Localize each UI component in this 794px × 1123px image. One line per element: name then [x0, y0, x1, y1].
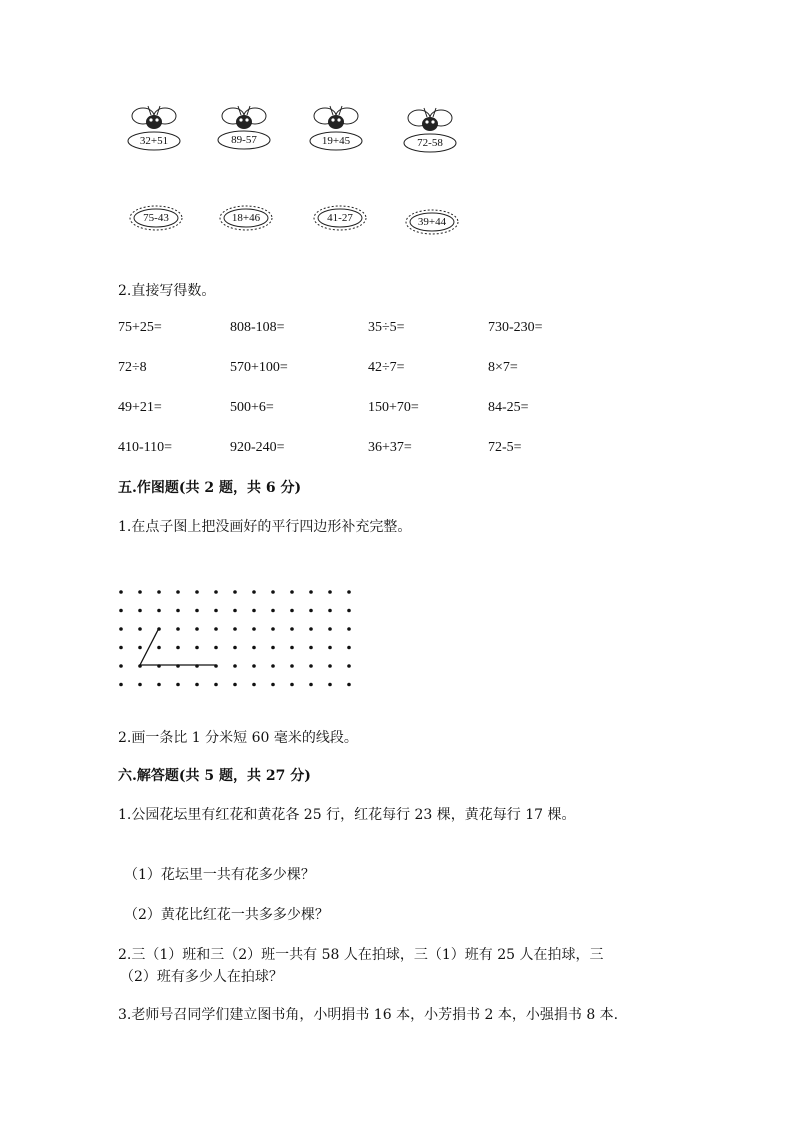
oval-expression: 75-43: [143, 212, 169, 224]
grid-dot: [309, 590, 313, 594]
grid-dot: [347, 609, 351, 613]
calc-item: 49+21=: [118, 400, 162, 415]
grid-dot: [195, 609, 199, 613]
grid-dot: [271, 590, 275, 594]
grid-dot: [157, 646, 161, 650]
grid-dot: [119, 683, 123, 687]
oval-expression: 39+44: [417, 216, 447, 228]
grid-dot: [119, 627, 123, 631]
grid-dot: [347, 646, 351, 650]
bee-expression: 89-57: [231, 134, 257, 146]
grid-dot: [157, 683, 161, 687]
calc-item: 570+100=: [230, 360, 288, 375]
calc-item: 75+25=: [118, 320, 162, 335]
grid-dot: [347, 683, 351, 687]
grid-dot: [252, 609, 256, 613]
dot-grid: [110, 584, 360, 694]
grid-dot: [271, 627, 275, 631]
grid-dot: [290, 646, 294, 650]
grid-dot: [195, 627, 199, 631]
grid-dot: [233, 646, 237, 650]
grid-dot: [309, 609, 313, 613]
calc-item: 150+70=: [368, 400, 419, 415]
grid-dot: [157, 590, 161, 594]
grid-dot: [176, 627, 180, 631]
grid-dot: [290, 609, 294, 613]
bee-card: [214, 100, 274, 152]
grid-dot: [214, 590, 218, 594]
bee-expression: 72-58: [417, 137, 443, 149]
grid-dot: [290, 627, 294, 631]
grid-dot: [252, 664, 256, 668]
section-heading: 六.解答题(共 5 题，共 27 分): [118, 768, 311, 784]
grid-dot: [252, 590, 256, 594]
grid-dot: [138, 646, 142, 650]
grid-dot: [252, 627, 256, 631]
calc-item: 42÷7=: [368, 360, 405, 375]
grid-dot: [138, 609, 142, 613]
grid-dot: [271, 646, 275, 650]
grid-dot: [328, 683, 332, 687]
bee-card: [306, 100, 366, 152]
bee-card: [124, 100, 184, 152]
grid-dot: [347, 664, 351, 668]
grid-dot: [195, 683, 199, 687]
grid-dot: [347, 627, 351, 631]
grid-dot: [119, 664, 123, 668]
oval-expression: 41-27: [327, 212, 353, 224]
oval-expression: 18+46: [231, 212, 261, 224]
grid-dot: [233, 664, 237, 668]
grid-dot: [138, 590, 142, 594]
grid-dot: [309, 683, 313, 687]
bee-expression: 19+45: [321, 135, 351, 147]
question-title: 2.直接写得数。: [118, 283, 216, 299]
sub-question: （1）花坛里一共有花多少棵？: [124, 867, 315, 883]
grid-dot: [347, 590, 351, 594]
parallelogram-side: [140, 628, 159, 665]
grid-dot: [214, 683, 218, 687]
question-text: 2.画一条比 1 分米短 60 毫米的线段。: [118, 730, 358, 746]
grid-dot: [328, 590, 332, 594]
grid-dot: [214, 646, 218, 650]
grid-dot: [328, 646, 332, 650]
grid-dot: [309, 664, 313, 668]
grid-dot: [119, 646, 123, 650]
bee-expression: 32+51: [139, 135, 169, 147]
question-text: 1.公园花坛里有红花和黄花各 25 行，红花每行 23 棵，黄花每行 17 棵。: [118, 807, 576, 823]
grid-dot: [233, 627, 237, 631]
grid-dot: [176, 590, 180, 594]
grid-dot: [252, 683, 256, 687]
calc-item: 72-5=: [488, 440, 522, 455]
calc-item: 730-230=: [488, 320, 543, 335]
grid-dot: [176, 609, 180, 613]
calc-item: 410-110=: [118, 440, 173, 455]
grid-dot: [119, 590, 123, 594]
grid-dot: [309, 627, 313, 631]
question-text: 3.老师号召同学们建立图书角，小明捐书 16 本，小芳捐书 2 本，小强捐书 8 本.: [118, 1007, 619, 1023]
grid-dot: [290, 683, 294, 687]
flower-oval: [404, 208, 460, 236]
calc-item: 500+6=: [230, 400, 274, 415]
grid-dot: [252, 646, 256, 650]
grid-dot: [176, 683, 180, 687]
grid-dot: [290, 664, 294, 668]
question-text: 1.在点子图上把没画好的平行四边形补充完整。: [118, 519, 412, 535]
bee-card: [400, 102, 460, 154]
grid-dot: [157, 609, 161, 613]
grid-dot: [271, 664, 275, 668]
calc-item: 72÷8: [118, 360, 147, 375]
grid-dot: [195, 646, 199, 650]
grid-dot: [271, 683, 275, 687]
grid-dot: [271, 609, 275, 613]
calc-item: 84-25=: [488, 400, 529, 415]
grid-dot: [138, 683, 142, 687]
calc-item: 36+37=: [368, 440, 412, 455]
sub-question: （2）黄花比红花一共多多少棵？: [124, 907, 329, 923]
flower-oval: [128, 204, 184, 232]
calc-item: 35÷5=: [368, 320, 405, 335]
grid-dot: [328, 627, 332, 631]
calc-item: 8×7=: [488, 360, 518, 375]
grid-dot: [233, 609, 237, 613]
calc-item: 920-240=: [230, 440, 285, 455]
grid-dot: [195, 590, 199, 594]
grid-dot: [176, 646, 180, 650]
question-text: 2.三（1）班和三（2）班一共有 58 人在拍球，三（1）班有 25 人在拍球，三: [118, 947, 604, 963]
grid-dot: [214, 627, 218, 631]
calc-item: 808-108=: [230, 320, 285, 335]
grid-dot: [233, 683, 237, 687]
flower-oval: [218, 204, 274, 232]
grid-dot: [233, 590, 237, 594]
grid-dot: [309, 646, 313, 650]
grid-dot: [214, 609, 218, 613]
grid-dot: [290, 590, 294, 594]
question-text: （2）班有多少人在拍球？: [120, 969, 283, 985]
grid-dot: [328, 609, 332, 613]
grid-dot: [119, 609, 123, 613]
section-heading: 五.作图题(共 2 题，共 6 分): [118, 480, 302, 496]
grid-dot: [138, 627, 142, 631]
flower-oval: [312, 204, 368, 232]
grid-dot: [328, 664, 332, 668]
